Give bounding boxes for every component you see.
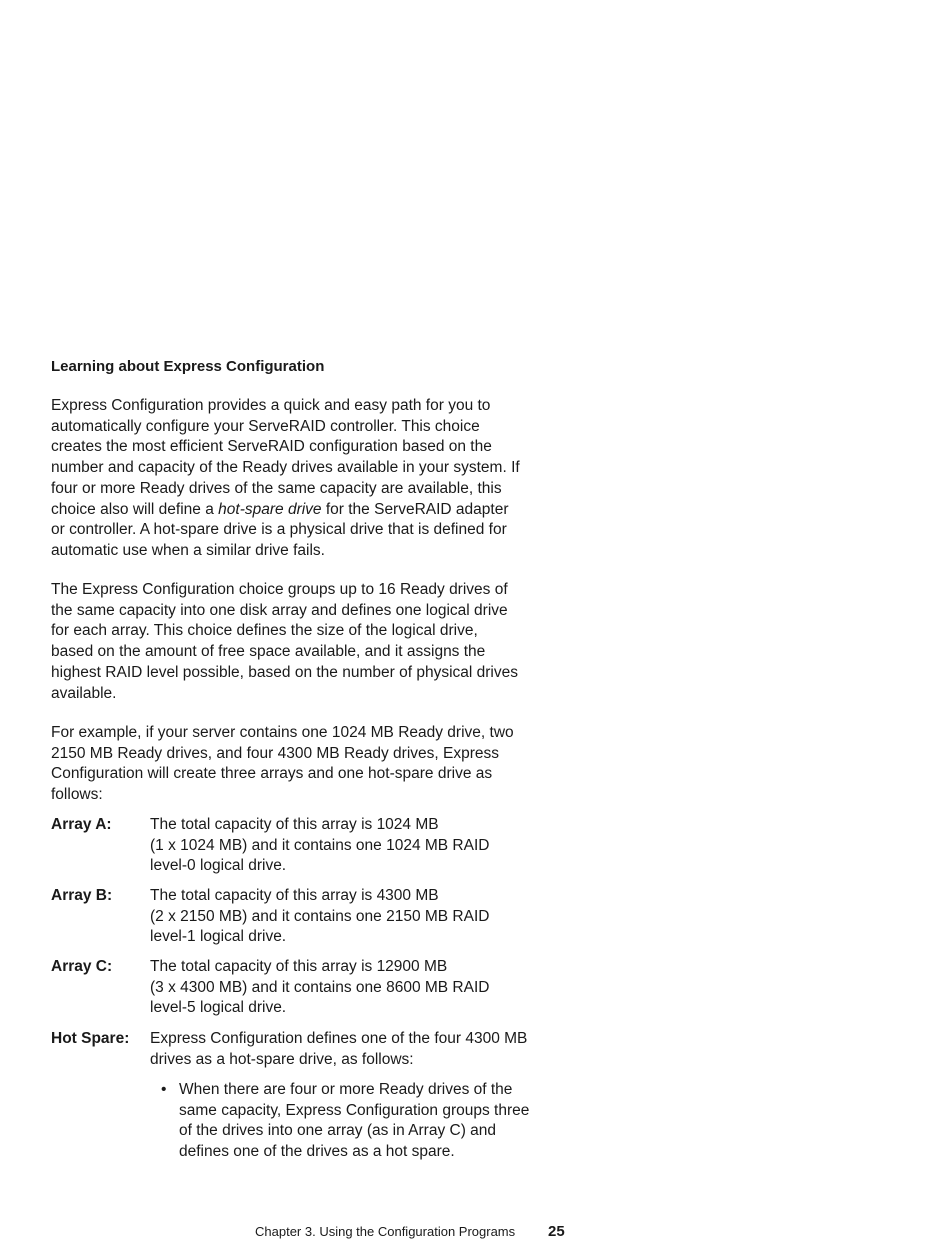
text-line: automatically configure your ServeRAID controller. This choice	[51, 417, 480, 435]
text-line: Express Configuration defines one of the four 4300 MB	[150, 1030, 528, 1047]
page-footer-chapter: Chapter 3. Using the Configuration Programs	[255, 1224, 516, 1239]
text-line: four or more Ready drives of the same capacity are available, this	[51, 479, 502, 497]
text-line: drives as a hot-spare drive, as follows:	[150, 1050, 414, 1068]
text-line: 2150 MB Ready drives, and four 4300 MB Ready drives, Express	[51, 744, 500, 762]
text-line: highest RAID level possible, based on the number of physical drives	[51, 663, 518, 681]
bullet-text	[179, 1080, 529, 1163]
text-line: Configuration will create three arrays and one hot-spare drive as	[51, 765, 493, 783]
text-segment: choice also will define a	[51, 500, 219, 518]
text-line: When there are four or more Ready drives of the	[179, 1081, 513, 1098]
text-line: The total capacity of this array is 4300 MB	[150, 887, 439, 904]
text-line: creates the most efficient ServeRAID configuration based on the	[51, 438, 492, 456]
text-line: (2 x 2150 MB) and it contains one 2150 MB RAID	[150, 907, 490, 925]
text-line: the same capacity into one disk array and defines one logical drive	[51, 601, 508, 619]
definition-description	[150, 886, 489, 948]
paragraph-express-intro	[51, 396, 520, 562]
text-line: based on the amount of free space available, and it assigns the	[51, 643, 486, 661]
text-line: level-1 logical drive.	[150, 928, 287, 946]
text-line: The total capacity of this array is 12900 MB	[150, 958, 448, 975]
text-line: level-0 logical drive.	[150, 857, 287, 875]
text-line: The total capacity of this array is 1024 MB	[150, 816, 439, 833]
text-line: of the drives into one array (as in Array C) and	[179, 1122, 497, 1140]
paragraph-express-grouping	[51, 580, 518, 704]
text-line: (1 x 1024 MB) and it contains one 1024 MB RAID	[150, 836, 490, 854]
text-line: (3 x 4300 MB) and it contains one 8600 MB RAID	[150, 978, 490, 996]
bullet-icon: •	[161, 1081, 167, 1098]
text-line: or controller. A hot-spare drive is a physical drive that is defined for	[51, 521, 507, 539]
text-line: for each array. This choice defines the size of the logical drive,	[51, 622, 478, 640]
text-segment: for the ServeRAID adapter	[321, 500, 509, 518]
definition-description	[150, 815, 489, 877]
definition-description	[150, 1029, 527, 1070]
text-line: defines one of the drives as a hot spare.	[179, 1143, 455, 1161]
text-line: automatic use when a similar drive fails.	[51, 541, 325, 559]
definition-term: Array A:	[51, 816, 112, 833]
paragraph-example	[51, 723, 514, 806]
text-line: follows:	[51, 786, 103, 804]
text-line: level-5 logical drive.	[150, 999, 287, 1017]
text-line: number and capacity of the Ready drives available in your system. If	[51, 459, 520, 477]
section-heading: Learning about Express Configuration	[51, 358, 325, 375]
text-line: For example, if your server contains one 1024 MB Ready drive, two	[51, 724, 514, 741]
text-line-with-emphasis	[51, 500, 520, 521]
definition-term: Hot Spare:	[51, 1030, 130, 1047]
emphasized-term: hot-spare drive	[218, 500, 322, 518]
text-line: The Express Configuration choice groups up to 16 Ready drives of	[51, 581, 508, 598]
text-line: same capacity, Express Configuration groups three	[179, 1101, 530, 1119]
text-line: available.	[51, 684, 117, 702]
definition-term: Array B:	[51, 887, 113, 904]
definition-term: Array C:	[51, 958, 113, 975]
text-line: Express Configuration provides a quick and easy path for you to	[51, 397, 491, 414]
page-number: 25	[548, 1223, 565, 1240]
definition-description	[150, 957, 489, 1019]
